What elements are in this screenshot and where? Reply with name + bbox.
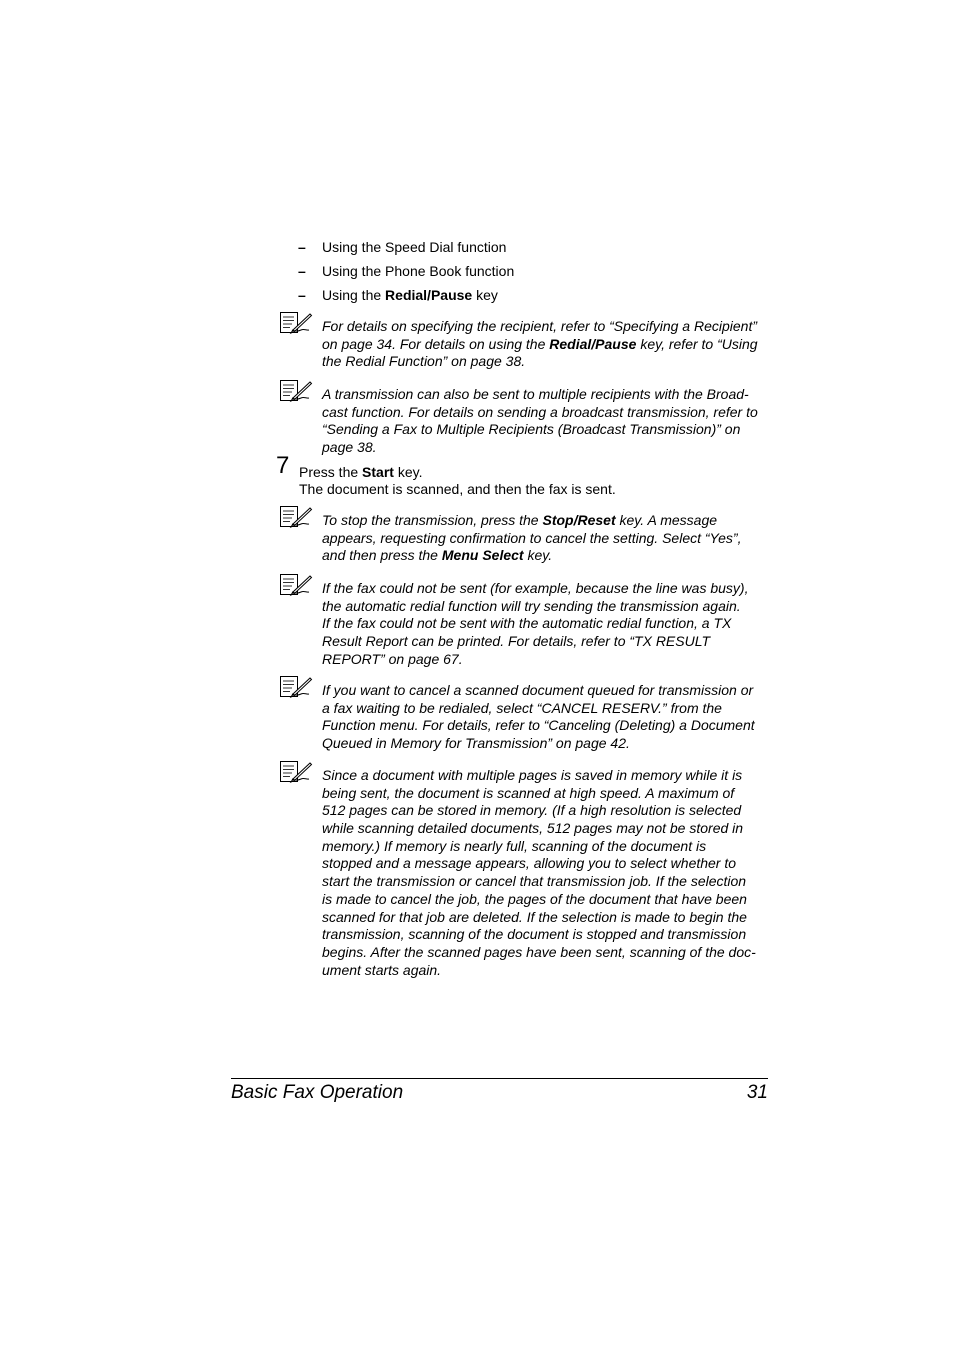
note-pencil-icon [279, 573, 313, 597]
note-text: To stop the transmission, press the Stop/Reset key. A message appears, requesting confirmation to cancel the setting. Select “Yes”, and then press the Menu Select key. [322, 512, 742, 564]
note-text: Since a document with multiple pages is saved in memory while it is being sent, the document is scanned at high speed. A maximum of 512 pages can be stored in memory. (If a high resolution is selected while scanning detailed documents, 512 pages may not be stored in memory.) If memory is nearly full, scanning of the document is stopped and a message appears, allowing you to select whether to start the transmission or cancel that transmission job. If the selection is made to cancel the job, the pages of the document that have been scanned for that job are deleted. If the selection is made to begin the transmission, scanning of the document is stopped and transmission begins. After the scanned pages have been sent, scanning of the doc- ument starts again. [322, 767, 756, 978]
footer-rule [231, 1078, 768, 1079]
key-name: Start [362, 464, 394, 480]
note-pencil-icon [279, 760, 313, 784]
key-name: Stop/Reset [542, 512, 616, 528]
note-pencil-icon [279, 505, 313, 529]
bullet-text: Using the Phone Book function [322, 263, 515, 279]
note-pencil-icon [279, 311, 313, 335]
footer-chapter-title: Basic Fax Operation [231, 1082, 404, 1103]
bullet-text: Using the Redial/Pause key [322, 287, 498, 303]
bullet-dash: – [298, 287, 306, 303]
step-number: 7 [276, 452, 290, 479]
bullet-dash: – [298, 263, 306, 279]
note-pencil-icon [279, 379, 313, 403]
page-number: 31 [746, 1082, 768, 1103]
note-text: If the fax could not be sent (for example, because the line was busy), the automatic redial function will try sending the transmission again. If the fax could not be sent with the automatic redial function, a TX Result Report can be printed. For details, refer to “TX RESULT REPORT” on page 67. [322, 580, 749, 667]
step-result: The document is scanned, and then the fax is sent. [299, 481, 616, 497]
key-name: Redial/Pause [385, 287, 473, 303]
note-text: For details on specifying the recipient, refer to “Specifying a Recipient” on page 34. For details on using the Redial/Pause key, refer to “Using the Redial Function” on page 38. [322, 318, 758, 370]
key-name: Menu Select [441, 547, 524, 564]
bullet-text: Using the Speed Dial function [322, 239, 507, 255]
note-text: If you want to cancel a scanned document queued for transmission or a fax waiting to be redialed, select “CANCEL RESERV.” from the Function menu. For details, refer to “Canceling (Deleting) a Document Queued in Memory for Transmission” on page 42. [322, 682, 755, 752]
step-instruction: Press the Start key. [299, 464, 423, 480]
note-pencil-icon [279, 675, 313, 699]
bullet-dash: – [298, 239, 306, 255]
note-text: A transmission can also be sent to multiple recipients with the Broad- cast function. For details on sending a broadcast transmission, refer to “Sending a Fax to Multiple Recipients (Broadcast Transmission)” on page 38. [322, 386, 758, 456]
key-name: Redial/Pause [549, 335, 637, 352]
